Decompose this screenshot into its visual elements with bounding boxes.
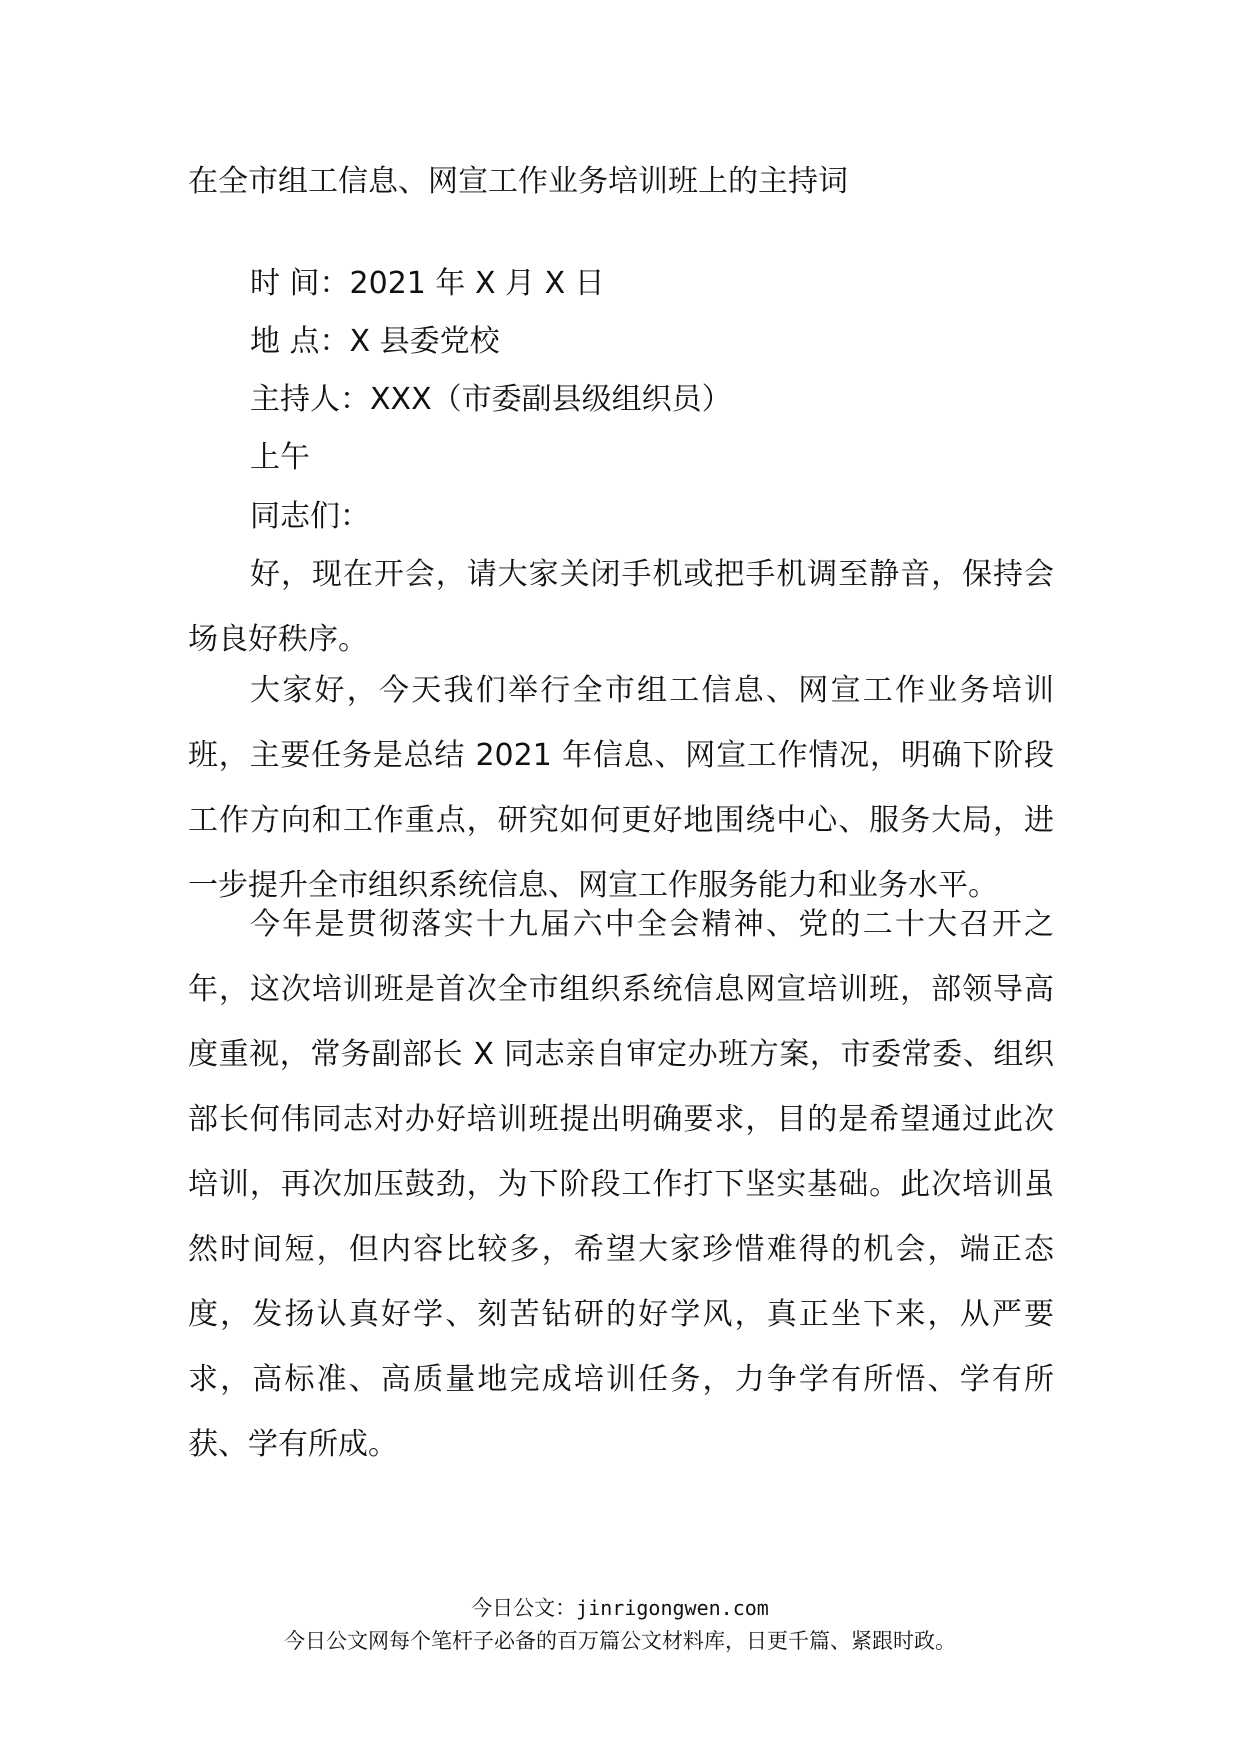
meeting-session: 上午 xyxy=(250,440,310,475)
meeting-host: 主持人：XXX（市委副县级组织员） xyxy=(250,382,732,417)
paragraph-purpose: 大家好，今天我们举行全市组工信息、网宣工作业务培训班，主要任务是总结 2021 年信息、网宣工作情况，明确下阶段工作方向和工作重点，研究如何更好地围绕中心、服务大局，进一步提升全市组织系统信息、网宣工作服务能力和业务水平。 xyxy=(188,673,1054,903)
paragraph-background: 今年是贯彻落实十九届六中全会精神、党的二十大召开之年，这次培训班是首次全市组织系统信息网宣培训班，部领导高度重视，常务副部长 X 同志亲自审定办班方案，市委常委、组织部长何伟同志对办好培训班提出明确要求，目的是希望通过此次培训，再次加压鼓劲，为下阶段工作打下坚实基础。此次培训虽然时间短，但内容比较多，希望大家珍惜难得的机会，端正态度，发扬认真好学、刻苦钻研的好学风，真正坐下来，从严要求，高标准、高质量地完成培训任务，力争学有所悟、学有所获、学有所成。 xyxy=(188,907,1054,1462)
document-title: 在全市组工信息、网宣工作业务培训班上的主持词 xyxy=(188,164,848,199)
greeting: 同志们： xyxy=(250,499,370,534)
footer-source xyxy=(0,1593,1240,1623)
footer-source-label: 今日公文： xyxy=(471,1596,577,1620)
paragraph-opening: 好，现在开会，请大家关闭手机或把手机调至静音，保持会场良好秩序。 xyxy=(188,557,1054,657)
footer-slogan: 今日公文网每个笔杆子必备的百万篇公文材料库，日更千篇、紧跟时政。 xyxy=(284,1629,956,1653)
meeting-place: 地 点：X 县委党校 xyxy=(250,324,500,359)
meeting-time: 时 间：2021 年 X 月 X 日 xyxy=(250,266,605,301)
footer-source-link[interactable]: jinrigongwen.com xyxy=(576,1596,769,1620)
